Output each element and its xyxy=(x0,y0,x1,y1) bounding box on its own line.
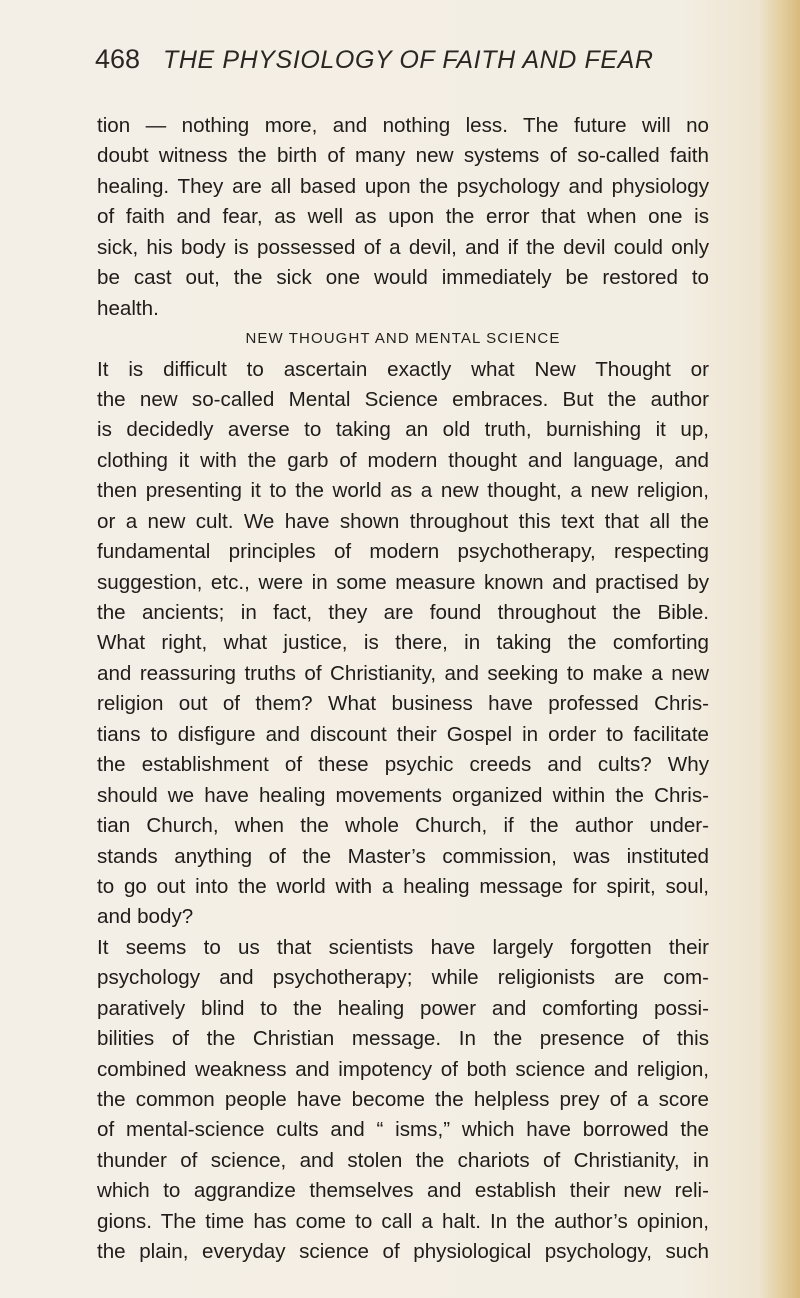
text-line: tion — nothing more, and nothing less. The future will no xyxy=(97,114,709,137)
text-line: suggestion, etc., were in some measure known and practised by xyxy=(97,570,709,594)
body-text xyxy=(97,111,709,1268)
text-line: fundamental principles of modern psychotherapy, respecting xyxy=(97,540,709,564)
text-line: tian Church, when the whole Church, if the author under- xyxy=(97,814,709,838)
text-line: is decidedly averse to taking an old truth, burnishing it up, xyxy=(97,418,709,442)
text-line: which to aggrandize themselves and establish their new reli- xyxy=(97,1179,709,1203)
text-line: and reassuring truths of Christianity, and seeking to make a new xyxy=(97,661,709,685)
text-line: stands anything of the Master’s commission, was instituted xyxy=(97,844,709,868)
running-head: THE PHYSIOLOGY OF FAITH AND FEAR xyxy=(163,46,654,74)
text-line: should we have healing movements organized within the Chris- xyxy=(97,783,709,807)
text-line: the plain, everyday science of physiological psychology, such xyxy=(97,1240,709,1264)
text-line: It seems to us that scientists have largely forgotten their xyxy=(97,935,709,959)
text-line: or a new cult. We have shown throughout this text that all the xyxy=(97,509,709,533)
section-heading: NEW THOUGHT AND MENTAL SCIENCE xyxy=(245,330,561,348)
text-line: be cast out, the sick one would immediately be restored to xyxy=(97,266,709,290)
text-line: the establishment of these psychic creeds and cults? Why xyxy=(97,753,709,777)
text-line: healing. They are all based upon the psychology and physiology xyxy=(97,174,709,198)
text-line: bilities of the Christian message. In the presence of this xyxy=(97,1027,709,1051)
text-line: of mental-science cults and “ isms,” which have borrowed the xyxy=(97,1118,709,1142)
text-line: It is difficult to ascertain exactly what New Thought or xyxy=(97,357,709,381)
text-line: the new so-called Mental Science embraces. But the author xyxy=(97,387,709,411)
text-line: the ancients; in fact, they are found throughout the Bible. xyxy=(97,601,709,624)
text-line: tians to disfigure and discount their Gospel in order to facilitate xyxy=(97,722,709,746)
text-line: sick, his body is possessed of a devil, and if the devil could only xyxy=(97,235,709,259)
page-header xyxy=(95,44,695,84)
text-line: of faith and fear, as well as upon the error that when one is xyxy=(97,205,709,229)
text-line: paratively blind to the healing power and comforting possi- xyxy=(97,996,709,1020)
text-line: What right, what justice, is there, in taking the comforting xyxy=(97,631,709,655)
text-line: psychology and psychotherapy; while religionists are com- xyxy=(97,966,709,990)
text-line: health. xyxy=(97,296,159,320)
text-line: and body? xyxy=(97,905,194,929)
page-edge-shadow xyxy=(758,0,800,1298)
text-line: doubt witness the birth of many new systems of so-called faith xyxy=(97,144,709,168)
text-line: thunder of science, and stolen the chariots of Christianity, in xyxy=(97,1148,709,1172)
text-line: the common people have become the helpless prey of a score xyxy=(97,1088,709,1111)
page-number: 468 xyxy=(95,44,141,74)
text-line: combined weakness and impotency of both science and religion, xyxy=(97,1057,709,1081)
text-line: then presenting it to the world as a new thought, a new religion, xyxy=(97,479,709,503)
text-line: religion out of them? What business have professed Chris- xyxy=(97,692,709,716)
text-line: gions. The time has come to call a halt. In the author’s opinion, xyxy=(97,1209,709,1233)
text-line: to go out into the world with a healing message for spirit, soul, xyxy=(97,874,709,898)
text-line: clothing it with the garb of modern thought and language, and xyxy=(97,448,709,472)
